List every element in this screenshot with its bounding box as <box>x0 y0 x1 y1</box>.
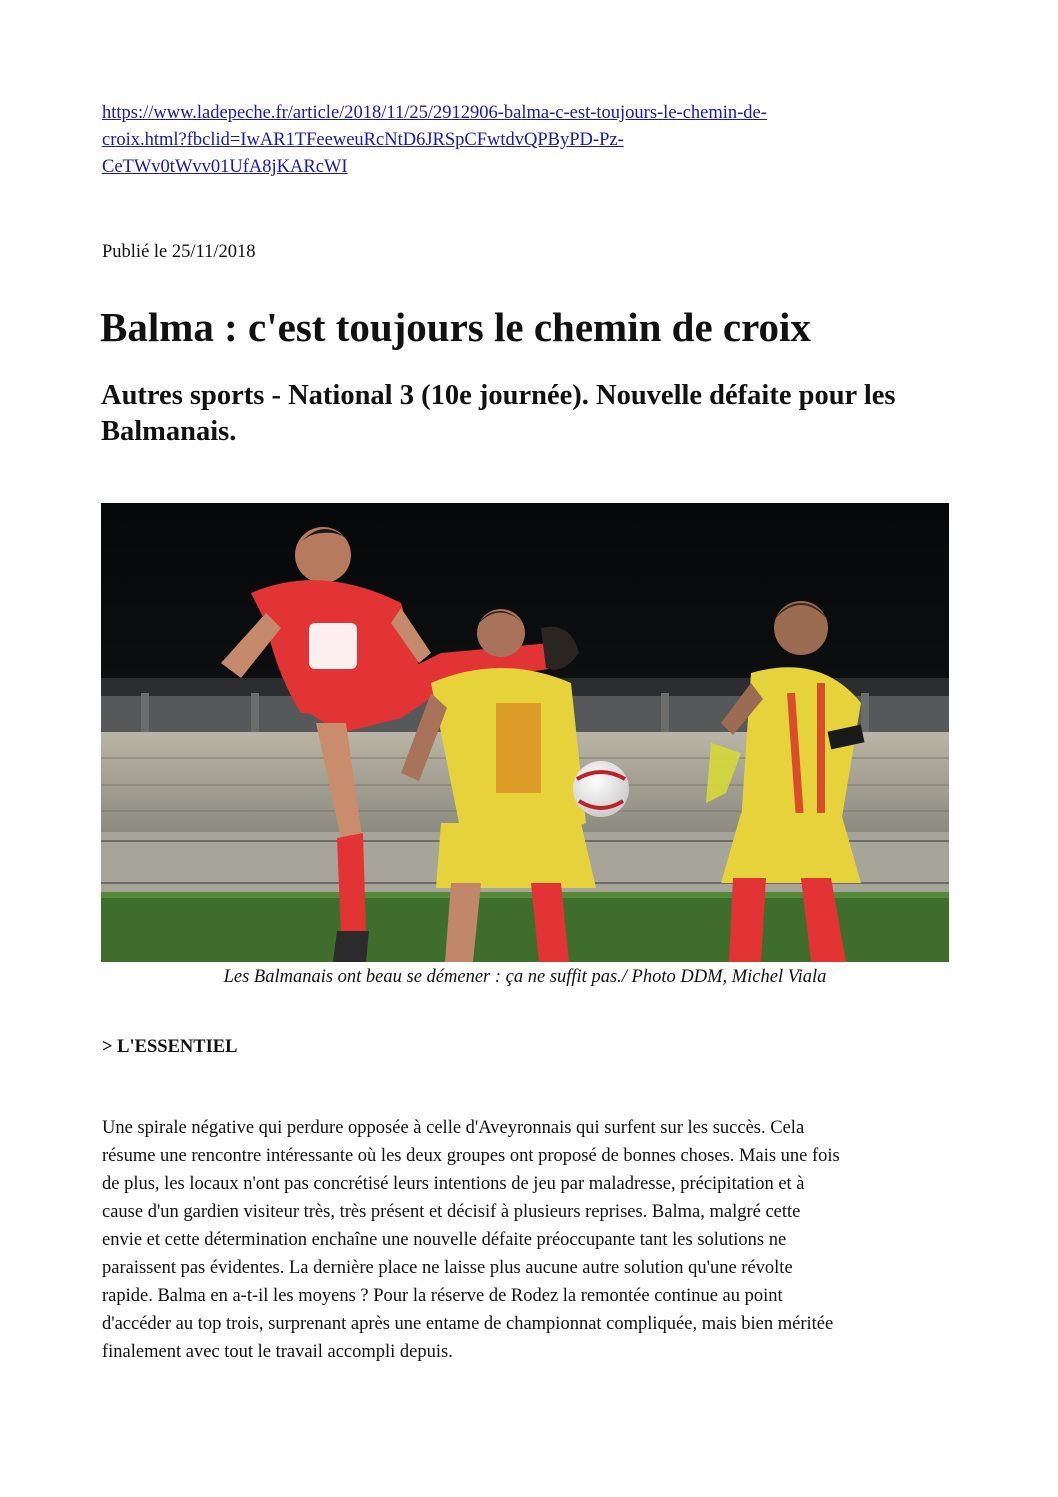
body-line: envie et cette détermination enchaîne une nouvelle défaite préoccupante tant les solutions ne <box>102 1230 787 1250</box>
body-line: résume une rencontre intéressante où les deux groupes ont proposé de bonnes choses. Mais une fois <box>102 1146 840 1166</box>
article-photo <box>101 503 949 962</box>
source-url-line-2[interactable]: croix.html?fbclid=IwAR1TFeeweuRcNtD6JRSpCFwtdvQPByPD-Pz- <box>102 130 624 150</box>
football-ball <box>573 761 629 817</box>
article-body <box>102 1114 962 1366</box>
body-line: paraissent pas évidentes. La dernière place ne laisse plus aucune autre solution qu'une révolte <box>102 1258 793 1278</box>
body-line: d'accéder au top trois, surprenant après une entame de championnat compliquée, mais bien méritée <box>102 1314 834 1334</box>
body-line: de plus, les locaux n'ont pas concrétisé leurs intentions de jeu par maladresse, précipitation et à <box>102 1174 805 1194</box>
source-url-line-3[interactable]: CeTWv0tWvv01UfA8jKARcWI <box>102 157 348 177</box>
published-date: Publié le 25/11/2018 <box>102 242 256 262</box>
body-line: Une spirale négative qui perdure opposée à celle d'Aveyronnais qui surfent sur les succès. Cela <box>102 1118 805 1138</box>
article-subtitle: Autres sports - National 3 (10e journée). Nouvelle défaite pour les Balmanais. <box>101 380 896 447</box>
body-line: rapide. Balma en a-t-il les moyens ? Pour la réserve de Rodez la remontée continue au point <box>102 1286 783 1306</box>
body-line: cause d'un gardien visiteur très, très présent et décisif à plusieurs reprises. Balma, malgré cette <box>102 1202 801 1222</box>
article-title: Balma : c'est toujours le chemin de croix <box>100 304 811 350</box>
football-match-illustration <box>101 503 949 962</box>
section-label: > L'ESSENTIEL <box>102 1037 238 1057</box>
body-line: finalement avec tout le travail accompli depuis. <box>102 1342 453 1362</box>
source-url-line-1[interactable]: https://www.ladepeche.fr/article/2018/11/25/2912906-balma-c-est-toujours-le-chemin-de- <box>102 103 767 123</box>
photo-caption: Les Balmanais ont beau se démener : ça ne suffit pas./ Photo DDM, Michel Viala <box>223 967 827 987</box>
